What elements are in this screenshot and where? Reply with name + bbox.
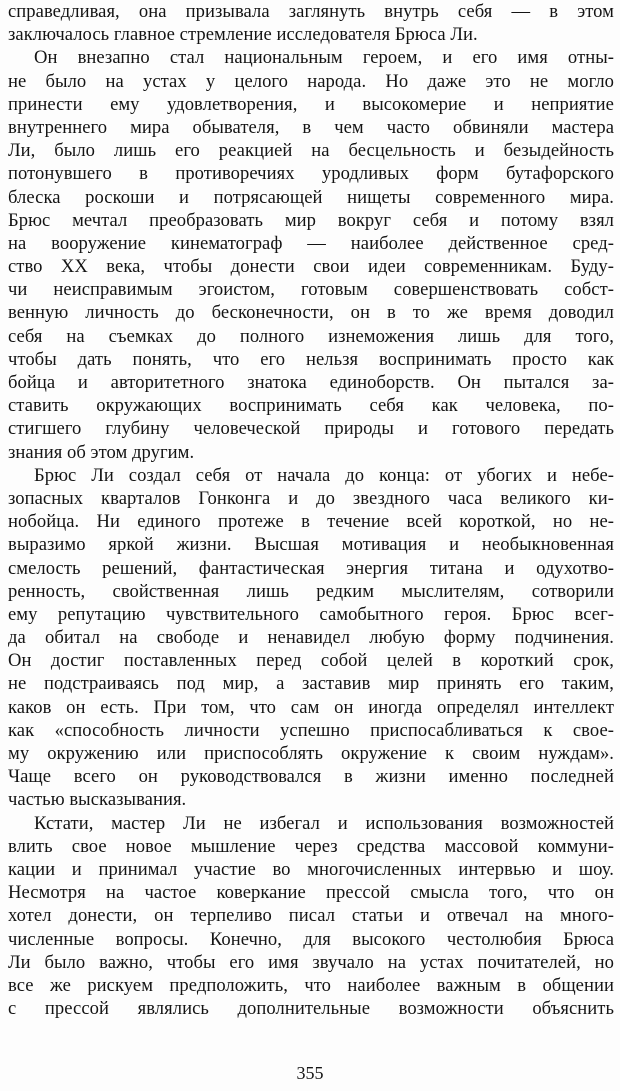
text-line: Ли было важно, чтобы его имя звучало на устах почитателей, но — [8, 951, 614, 973]
text-line: да обитал на свободе и ненавидел любую форму подчинения. — [8, 627, 614, 649]
text-line: справедливая, она призывала заглянуть внутрь себя — в этом — [8, 1, 614, 22]
text-line: блеска роскоши и потрясающей нищеты современного мира. — [8, 186, 614, 208]
text-line: Ли, было лишь его реакцией на бесцельность и безыдейность — [8, 140, 614, 162]
text-line: кации и принимал участие во многочисленных интервью и шоу. — [8, 858, 614, 880]
text-line: нобойца. Ни единого протеже в течение всей короткой, но не- — [8, 511, 614, 533]
text-line: чи неисправимым эгоистом, готовым совершенствовать собст- — [8, 279, 614, 301]
text-line: на вооружение кинематограф — наиболее действенное сред- — [8, 232, 614, 254]
text-line: не было на устах у целого народа. Но даже это не могло — [8, 70, 614, 92]
text-line: смелость решений, фантастическая энергия титана и одухотво- — [8, 557, 614, 579]
text-line: численные вопросы. Конечно, для высокого честолюбия Брюса — [8, 928, 614, 950]
text-line: Брюс Ли создал себя от начала до конца: от убогих и небе- — [34, 464, 614, 486]
text-line: Он достиг поставленных перед собой целей в короткий срок, — [8, 650, 614, 672]
text-line: ему репутацию чувствительного самобытного героя. Брюс всег- — [8, 603, 614, 625]
text-line: влить свое новое мышление через средства массовой коммуни- — [8, 835, 614, 857]
text-line: частью высказывания. — [8, 789, 187, 811]
text-line: Кстати, мастер Ли не избегал и использования возможностей — [34, 812, 614, 834]
page-number: 355 — [296, 1063, 324, 1083]
text-line: Он внезапно стал национальным героем, и его имя отны- — [34, 47, 614, 69]
text-line: чтобы дать понять, что его нельзя воспринимать просто как — [8, 348, 614, 370]
text-line: стигшего глубину человеческой природы и готового передать — [8, 418, 614, 440]
text-line: не подстраиваясь под мир, а заставив мир принять его таким, — [8, 673, 614, 695]
text-line: зопасных кварталов Гонконга и до звездного часа великого ки- — [8, 487, 614, 509]
text-line: себя на съемках до полного изнеможения лишь для того, — [8, 325, 614, 347]
text-line: Брюс мечтал преобразовать мир вокруг себя и потому взял — [8, 209, 614, 231]
text-line: венную личность до бесконечности, он в то же время доводил — [8, 302, 614, 324]
text-line: все же рискуем предположить, что наиболее важным в общении — [8, 974, 614, 996]
text-line: му окружению или приспособлять окружение к своим нуждам». — [8, 743, 614, 764]
text-line: каков он есть. При том, что сам он иногда определял интеллект — [8, 696, 614, 718]
text-line: знания об этом другим. — [8, 441, 195, 463]
text-line: Несмотря на частое коверкание прессой смысла того, что он — [8, 882, 614, 904]
body-text — [8, 0, 614, 1020]
text-line: Чаще всего он руководствовался в жизни именно последней — [8, 766, 614, 788]
text-line: принести ему удовлетворения, и высокомерие и неприятие — [8, 93, 614, 115]
text-line: как «способность личности успешно приспосабливаться к свое- — [8, 719, 614, 741]
text-line: внутреннего мира обывателя, в чем часто обвиняли мастера — [8, 116, 614, 138]
text-line: бойца и авторитетного знатока единоборств. Он пытался за- — [8, 372, 614, 393]
text-line: ство XX века, чтобы донести свои идеи современникам. Буду- — [8, 256, 614, 278]
text-line: хотел донести, он терпеливо писал статьи и отвечал на много- — [8, 905, 614, 927]
text-line: заключалось главное стремление исследователя Брюса Ли. — [8, 24, 478, 46]
text-line: потонувшего в противоречиях уродливых форм бутафорского — [8, 163, 614, 185]
text-line: ставить окружающих воспринимать себя как человека, по- — [8, 395, 614, 417]
text-line: выразимо яркой жизни. Высшая мотивация и необыкновенная — [8, 534, 614, 556]
text-line: ренность, свойственная лишь редким мыслителям, сотворили — [8, 580, 614, 602]
text-line: с прессой являлись дополнительные возможности объяснить — [8, 998, 614, 1020]
